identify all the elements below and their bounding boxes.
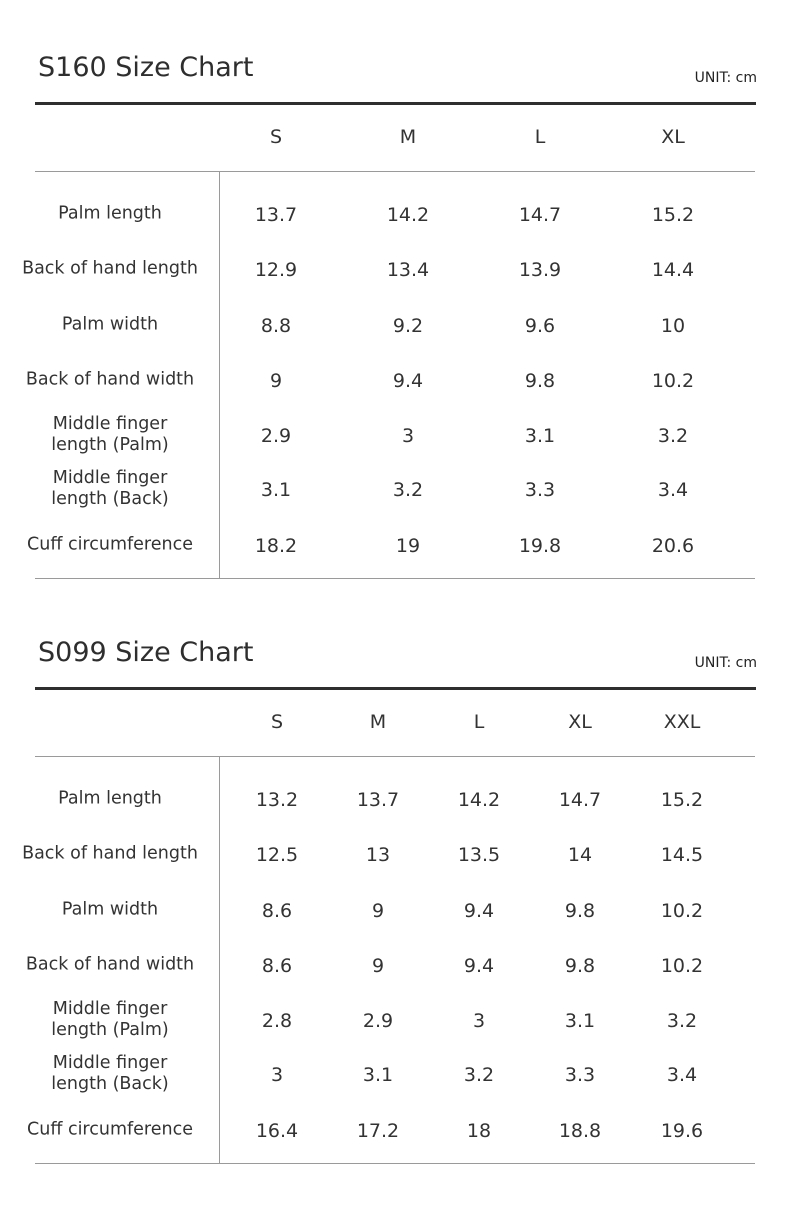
size-header-xl: XL bbox=[661, 126, 685, 148]
header-divider bbox=[35, 171, 755, 172]
row-label bbox=[10, 204, 210, 225]
table-cell: 17.2 bbox=[356, 1120, 400, 1142]
table-cell: 2.9 bbox=[362, 1010, 394, 1032]
table-cell: 2.9 bbox=[260, 425, 292, 447]
chart-title: S160 Size Chart bbox=[38, 52, 254, 83]
row-label-line: Cuff circumference bbox=[27, 534, 193, 555]
table-cell: 3 bbox=[401, 425, 415, 447]
table-cell: 19.8 bbox=[518, 535, 562, 557]
table-cell: 9.4 bbox=[463, 955, 495, 977]
table-cell: 13.7 bbox=[254, 204, 298, 226]
table-cell: 8.6 bbox=[261, 955, 293, 977]
row-label-line: Palm width bbox=[61, 899, 159, 920]
table-cell: 13.7 bbox=[356, 789, 400, 811]
table-cell: 9.8 bbox=[564, 900, 596, 922]
table-cell: 3.3 bbox=[564, 1064, 596, 1086]
size-header-s: S bbox=[270, 711, 284, 733]
table-cell: 14 bbox=[567, 844, 593, 866]
row-label bbox=[10, 414, 210, 456]
row-label bbox=[10, 1120, 210, 1141]
table-cell: 13.4 bbox=[386, 259, 430, 281]
row-label-line: length (Back) bbox=[51, 1074, 169, 1094]
table-cell: 3.2 bbox=[392, 479, 424, 501]
table-cell: 3.2 bbox=[657, 425, 689, 447]
row-label-line: length (Back) bbox=[51, 489, 169, 509]
unit-label: UNIT: cm bbox=[694, 655, 757, 671]
size-header-xl: XL bbox=[568, 711, 592, 733]
table-cell: 10.2 bbox=[651, 370, 695, 392]
label-column-divider bbox=[219, 756, 220, 1164]
row-label bbox=[10, 900, 210, 921]
size-header-m: M bbox=[399, 126, 417, 148]
header-divider bbox=[35, 756, 755, 757]
table-cell: 9 bbox=[371, 955, 385, 977]
table-cell: 15.2 bbox=[651, 204, 695, 226]
table-cell: 2.8 bbox=[261, 1010, 293, 1032]
row-label bbox=[10, 259, 210, 280]
chart-title: S099 Size Chart bbox=[38, 637, 254, 668]
table-cell: 19.6 bbox=[660, 1120, 704, 1142]
row-label bbox=[10, 955, 210, 976]
row-label-line: Cuff circumference bbox=[27, 1119, 193, 1140]
table-cell: 12.5 bbox=[255, 844, 299, 866]
table-cell: 3.4 bbox=[657, 479, 689, 501]
row-label-line: Middle finger bbox=[52, 414, 168, 434]
row-label bbox=[10, 315, 210, 336]
table-cell: 3.3 bbox=[524, 479, 556, 501]
table-cell: 9.4 bbox=[392, 370, 424, 392]
title-divider bbox=[35, 687, 756, 690]
table-cell: 14.5 bbox=[660, 844, 704, 866]
table-cell: 8.6 bbox=[261, 900, 293, 922]
table-cell: 10 bbox=[660, 315, 686, 337]
table-cell: 3 bbox=[472, 1010, 486, 1032]
table-cell: 9.8 bbox=[564, 955, 596, 977]
table-cell: 14.7 bbox=[558, 789, 602, 811]
table-cell: 3.1 bbox=[564, 1010, 596, 1032]
size-header-l: L bbox=[473, 711, 485, 733]
table-cell: 9 bbox=[269, 370, 283, 392]
table-cell: 12.9 bbox=[254, 259, 298, 281]
row-label-line: Middle finger bbox=[52, 1053, 168, 1073]
table-cell: 16.4 bbox=[255, 1120, 299, 1142]
table-cell: 14.7 bbox=[518, 204, 562, 226]
row-label-line: Back of hand width bbox=[25, 954, 195, 975]
table-cell: 14.4 bbox=[651, 259, 695, 281]
table-cell: 9.6 bbox=[524, 315, 556, 337]
table-bottom-rule bbox=[35, 1163, 755, 1164]
table-cell: 14.2 bbox=[457, 789, 501, 811]
row-label-line: Palm width bbox=[61, 314, 159, 335]
table-cell: 3.1 bbox=[524, 425, 556, 447]
size-header-l: L bbox=[534, 126, 546, 148]
row-label bbox=[10, 535, 210, 556]
table-cell: 13.9 bbox=[518, 259, 562, 281]
row-label-line: length (Palm) bbox=[51, 435, 169, 455]
table-cell: 9.8 bbox=[524, 370, 556, 392]
table-cell: 15.2 bbox=[660, 789, 704, 811]
row-label bbox=[10, 999, 210, 1041]
table-cell: 18.2 bbox=[254, 535, 298, 557]
title-divider bbox=[35, 102, 756, 105]
table-cell: 9.2 bbox=[392, 315, 424, 337]
row-label-line: length (Palm) bbox=[51, 1020, 169, 1040]
row-label bbox=[10, 789, 210, 810]
table-cell: 18.8 bbox=[558, 1120, 602, 1142]
table-cell: 9 bbox=[371, 900, 385, 922]
table-cell: 13.5 bbox=[457, 844, 501, 866]
table-cell: 19 bbox=[395, 535, 421, 557]
size-chart-2 bbox=[0, 585, 790, 1185]
row-label-line: Back of hand length bbox=[22, 843, 198, 864]
size-header-xxl: XXL bbox=[663, 711, 701, 733]
unit-label: UNIT: cm bbox=[694, 70, 757, 86]
table-cell: 10.2 bbox=[660, 900, 704, 922]
table-cell: 10.2 bbox=[660, 955, 704, 977]
table-cell: 9.4 bbox=[463, 900, 495, 922]
row-label-line: Palm length bbox=[58, 788, 162, 809]
row-label-line: Back of hand width bbox=[25, 369, 195, 390]
table-bottom-rule bbox=[35, 578, 755, 579]
table-cell: 13.2 bbox=[255, 789, 299, 811]
size-chart-1 bbox=[0, 0, 790, 600]
row-label bbox=[10, 1053, 210, 1095]
row-label bbox=[10, 844, 210, 865]
table-cell: 3.1 bbox=[260, 479, 292, 501]
row-label-line: Middle finger bbox=[52, 999, 168, 1019]
label-column-divider bbox=[219, 171, 220, 579]
row-label-line: Palm length bbox=[58, 203, 162, 224]
row-label-line: Back of hand length bbox=[22, 258, 198, 279]
table-cell: 18 bbox=[466, 1120, 492, 1142]
row-label bbox=[10, 468, 210, 510]
table-cell: 13 bbox=[365, 844, 391, 866]
table-cell: 3.2 bbox=[463, 1064, 495, 1086]
table-cell: 8.8 bbox=[260, 315, 292, 337]
row-label-line: Middle finger bbox=[52, 468, 168, 488]
table-cell: 3.2 bbox=[666, 1010, 698, 1032]
table-cell: 3 bbox=[270, 1064, 284, 1086]
size-header-s: S bbox=[269, 126, 283, 148]
row-label bbox=[10, 370, 210, 391]
table-cell: 3.1 bbox=[362, 1064, 394, 1086]
table-cell: 20.6 bbox=[651, 535, 695, 557]
size-header-m: M bbox=[369, 711, 387, 733]
table-cell: 3.4 bbox=[666, 1064, 698, 1086]
table-cell: 14.2 bbox=[386, 204, 430, 226]
